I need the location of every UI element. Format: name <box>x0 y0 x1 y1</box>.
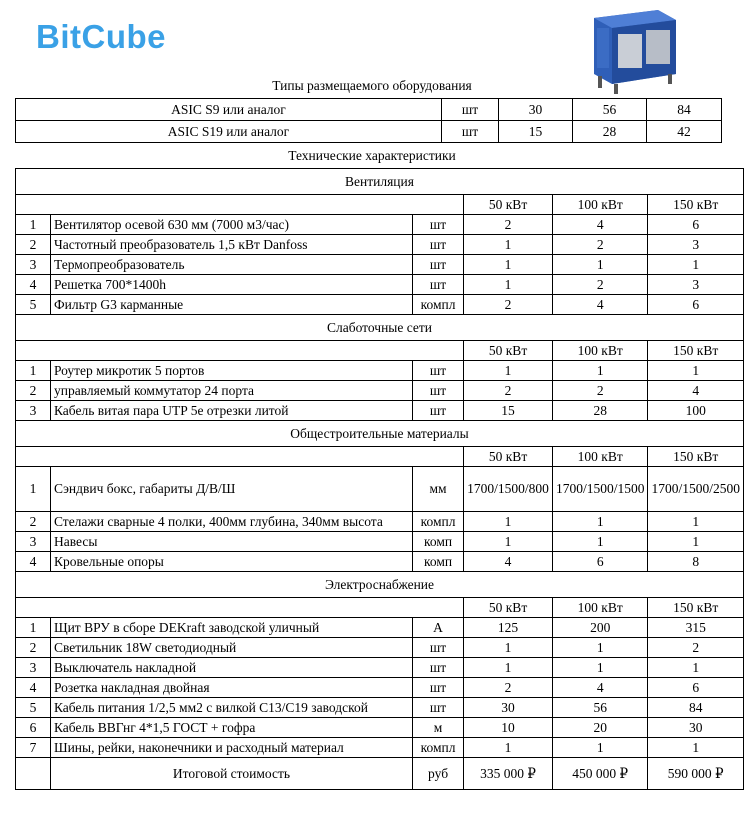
unit-cell: шт <box>412 381 463 401</box>
item-name: Кабель питания 1/2,5 мм2 с вилкой С13/С19 заводской <box>50 698 412 718</box>
col-header-150kw: 150 кВт <box>648 447 744 467</box>
item-name: Щит ВРУ в сборе DEKraft заводской уличный <box>50 618 412 638</box>
empty-cell <box>16 195 464 215</box>
equipment-name: ASIC S19 или аналог <box>16 121 442 143</box>
spec-row <box>16 658 744 678</box>
value-50kw: 1 <box>464 658 553 678</box>
value-100kw: 28 <box>552 401 648 421</box>
unit-cell: шт <box>412 215 463 235</box>
value-50kw: 1 <box>464 361 553 381</box>
value-100kw: 2 <box>552 381 648 401</box>
item-name: Шины, рейки, наконечники и расходный материал <box>50 738 412 758</box>
value-150kw: 6 <box>648 678 744 698</box>
value-50kw: 30 <box>464 698 553 718</box>
equipment-row <box>16 99 722 121</box>
spec-row <box>16 295 744 315</box>
spec-row <box>16 381 744 401</box>
item-name: Навесы <box>50 532 412 552</box>
value-50kw: 1 <box>464 235 553 255</box>
value-100kw: 4 <box>552 215 648 235</box>
section-header-row <box>16 315 744 341</box>
spec-row <box>16 718 744 738</box>
section-title: Слаботочные сети <box>16 315 744 341</box>
value-50kw: 1 <box>464 638 553 658</box>
value-50kw: 1 <box>464 512 553 532</box>
value-150kw: 1 <box>648 738 744 758</box>
spec-row <box>16 215 744 235</box>
value-150kw: 84 <box>647 99 722 121</box>
item-name: Выключатель накладной <box>50 658 412 678</box>
value-150kw: 84 <box>648 698 744 718</box>
value-50kw: 15 <box>499 121 573 143</box>
value-50kw: 4 <box>464 552 553 572</box>
value-50kw: 2 <box>464 381 553 401</box>
unit-cell: шт <box>412 255 463 275</box>
value-100kw: 56 <box>573 99 647 121</box>
value-100kw: 1700/1500/1500 <box>552 467 648 512</box>
row-number: 2 <box>16 512 51 532</box>
spec-row <box>16 678 744 698</box>
col-header-100kw: 100 кВт <box>552 447 648 467</box>
power-columns-row <box>16 598 744 618</box>
row-number: 1 <box>16 215 51 235</box>
equipment-title: Типы размещаемого оборудования <box>272 78 472 93</box>
col-header-50kw: 50 кВт <box>464 195 553 215</box>
value-50kw: 1 <box>464 532 553 552</box>
value-50kw: 1 <box>464 275 553 295</box>
col-header-100kw: 100 кВт <box>552 195 648 215</box>
item-name: Роутер микротик 5 портов <box>50 361 412 381</box>
value-150kw: 3 <box>648 235 744 255</box>
row-number: 4 <box>16 552 51 572</box>
value-100kw: 200 <box>552 618 648 638</box>
section-title: Общестроительные материалы <box>16 421 744 447</box>
unit-cell: руб <box>412 758 463 790</box>
spec-row <box>16 467 744 512</box>
col-header-150kw: 150 кВт <box>648 341 744 361</box>
row-number: 4 <box>16 275 51 295</box>
power-columns-row <box>16 447 744 467</box>
item-name: Фильтр G3 карманные <box>50 295 412 315</box>
empty-cell <box>16 341 464 361</box>
value-100kw: 1 <box>552 255 648 275</box>
equipment-row <box>16 121 722 143</box>
value-100kw: 1 <box>552 532 648 552</box>
row-number: 3 <box>16 401 51 421</box>
value-100kw: 2 <box>552 235 648 255</box>
row-number: 5 <box>16 295 51 315</box>
spec-row <box>16 512 744 532</box>
value-150kw: 6 <box>648 215 744 235</box>
spec-row <box>16 361 744 381</box>
unit-cell: комп <box>412 532 463 552</box>
col-header-100kw: 100 кВт <box>552 341 648 361</box>
unit-cell: компл <box>412 512 463 532</box>
unit-cell: шт <box>412 361 463 381</box>
value-100kw: 56 <box>552 698 648 718</box>
value-100kw: 20 <box>552 718 648 738</box>
row-number: 4 <box>16 678 51 698</box>
item-name: Кабель ВВГнг 4*1,5 ГОСТ + гофра <box>50 718 412 738</box>
brand-logo: BitCube <box>36 18 166 55</box>
row-number: 6 <box>16 718 51 738</box>
spec-row <box>16 552 744 572</box>
total-150kw: 590 000 ₽ <box>648 758 744 790</box>
row-number: 2 <box>16 235 51 255</box>
row-number: 1 <box>16 618 51 638</box>
value-150kw: 8 <box>648 552 744 572</box>
item-name: Вентилятор осевой 630 мм (7000 м3/час) <box>50 215 412 235</box>
item-name: Розетка накладная двойная <box>50 678 412 698</box>
value-100kw: 4 <box>552 678 648 698</box>
unit-cell: шт <box>412 638 463 658</box>
item-name: Термопреобразователь <box>50 255 412 275</box>
value-150kw: 1 <box>648 532 744 552</box>
value-100kw: 1 <box>552 361 648 381</box>
spec-row <box>16 532 744 552</box>
section-header-row <box>16 572 744 598</box>
value-50kw: 2 <box>464 215 553 235</box>
value-150kw: 30 <box>648 718 744 738</box>
item-name: Решетка 700*1400h <box>50 275 412 295</box>
spec-row <box>16 275 744 295</box>
unit-cell: шт <box>412 698 463 718</box>
col-header-150kw: 150 кВт <box>648 598 744 618</box>
col-header-100kw: 100 кВт <box>552 598 648 618</box>
value-50kw: 1700/1500/800 <box>464 467 553 512</box>
unit-cell: м <box>412 718 463 738</box>
row-number: 3 <box>16 532 51 552</box>
value-100kw: 1 <box>552 638 648 658</box>
empty-cell <box>16 447 464 467</box>
row-number: 5 <box>16 698 51 718</box>
value-150kw: 1 <box>648 361 744 381</box>
specs-table <box>15 168 744 790</box>
value-100kw: 1 <box>552 512 648 532</box>
power-columns-row <box>16 341 744 361</box>
spec-row <box>16 401 744 421</box>
spec-row <box>16 235 744 255</box>
unit-cell: комп <box>412 552 463 572</box>
unit-cell: шт <box>412 678 463 698</box>
unit-cell: шт <box>442 121 499 143</box>
item-name: Стелажи сварные 4 полки, 400мм глубина, 340мм высота <box>50 512 412 532</box>
row-number: 1 <box>16 467 51 512</box>
value-150kw: 6 <box>648 295 744 315</box>
value-50kw: 15 <box>464 401 553 421</box>
item-name: Светильник 18W светодиодный <box>50 638 412 658</box>
spec-row <box>16 618 744 638</box>
empty-cell <box>16 598 464 618</box>
value-150kw: 1 <box>648 255 744 275</box>
total-number-cell <box>16 758 51 790</box>
power-columns-row <box>16 195 744 215</box>
spec-row <box>16 698 744 718</box>
value-100kw: 6 <box>552 552 648 572</box>
value-50kw: 10 <box>464 718 553 738</box>
unit-cell: шт <box>412 658 463 678</box>
value-150kw: 42 <box>647 121 722 143</box>
item-name: Частотный преобразователь 1,5 кВт Danfoss <box>50 235 412 255</box>
value-150kw: 1 <box>648 658 744 678</box>
total-row <box>16 758 744 790</box>
item-name: Сэндвич бокс, габариты Д/В/Ш <box>50 467 412 512</box>
value-150kw: 100 <box>648 401 744 421</box>
equipment-table <box>15 98 722 143</box>
value-50kw: 125 <box>464 618 553 638</box>
col-header-50kw: 50 кВт <box>464 447 553 467</box>
unit-cell: компл <box>412 295 463 315</box>
value-50kw: 1 <box>464 738 553 758</box>
value-100kw: 28 <box>573 121 647 143</box>
item-name: управляемый коммутатор 24 порта <box>50 381 412 401</box>
value-100kw: 4 <box>552 295 648 315</box>
unit-cell: мм <box>412 467 463 512</box>
item-name: Кабель витая пара UTP 5е отрезки литой <box>50 401 412 421</box>
spec-row <box>16 255 744 275</box>
section-header-row <box>16 421 744 447</box>
row-number: 3 <box>16 658 51 678</box>
value-150kw: 1 <box>648 512 744 532</box>
unit-cell: шт <box>412 275 463 295</box>
row-number: 2 <box>16 638 51 658</box>
section-title: Электроснабжение <box>16 572 744 598</box>
value-150kw: 3 <box>648 275 744 295</box>
unit-cell: шт <box>412 235 463 255</box>
section-title: Вентиляция <box>16 169 744 195</box>
total-50kw: 335 000 ₽ <box>464 758 553 790</box>
row-number: 7 <box>16 738 51 758</box>
value-150kw: 315 <box>648 618 744 638</box>
tech-title: Технические характеристики <box>288 148 456 163</box>
spec-row <box>16 738 744 758</box>
total-label: Итоговой стоимость <box>50 758 412 790</box>
unit-cell: А <box>412 618 463 638</box>
col-header-150kw: 150 кВт <box>648 195 744 215</box>
value-150kw: 2 <box>648 638 744 658</box>
spec-row <box>16 638 744 658</box>
row-number: 3 <box>16 255 51 275</box>
unit-cell: шт <box>442 99 499 121</box>
value-150kw: 1700/1500/2500 <box>648 467 744 512</box>
value-50kw: 2 <box>464 295 553 315</box>
col-header-50kw: 50 кВт <box>464 598 553 618</box>
value-150kw: 4 <box>648 381 744 401</box>
value-100kw: 1 <box>552 738 648 758</box>
section-header-row <box>16 169 744 195</box>
value-50kw: 1 <box>464 255 553 275</box>
value-100kw: 1 <box>552 658 648 678</box>
value-50kw: 30 <box>499 99 573 121</box>
value-100kw: 2 <box>552 275 648 295</box>
row-number: 1 <box>16 361 51 381</box>
value-50kw: 2 <box>464 678 553 698</box>
item-name: Кровельные опоры <box>50 552 412 572</box>
row-number: 2 <box>16 381 51 401</box>
equipment-name: ASIC S9 или аналог <box>16 99 442 121</box>
unit-cell: шт <box>412 401 463 421</box>
col-header-50kw: 50 кВт <box>464 341 553 361</box>
unit-cell: компл <box>412 738 463 758</box>
total-100kw: 450 000 ₽ <box>552 758 648 790</box>
